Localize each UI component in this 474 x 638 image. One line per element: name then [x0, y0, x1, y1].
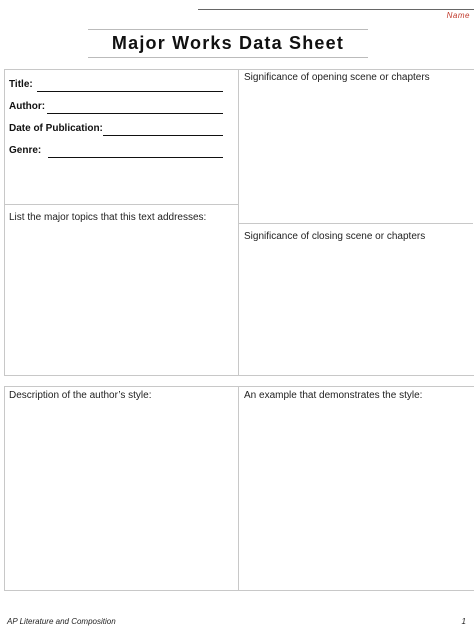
name-line[interactable] [198, 9, 474, 10]
genre-field-label: Genre: [9, 145, 42, 156]
title-field[interactable] [37, 91, 223, 92]
bottom-grid [4, 386, 474, 591]
opening-scene-prompt: Significance of opening scene or chapters [244, 72, 430, 83]
bottom-grid-divider [238, 386, 239, 590]
left-cell-divider [4, 204, 238, 205]
publication-date-field[interactable] [103, 135, 223, 136]
style-description-prompt: Description of the author’s style: [9, 390, 152, 401]
title-field-label: Title: [9, 79, 33, 90]
topics-prompt: List the major topics that this text addresses: [9, 212, 207, 223]
author-field[interactable] [47, 113, 223, 114]
publication-date-field-label: Date of Publication: [9, 123, 103, 134]
closing-scene-prompt: Significance of closing scene or chapters [244, 231, 426, 242]
style-example-prompt: An example that demonstrates the style: [244, 390, 423, 401]
title-rule-top [88, 29, 368, 30]
page-title: Major Works Data Sheet [111, 33, 345, 53]
name-label: Name [446, 11, 470, 20]
footer-page-number: 1 [461, 617, 466, 626]
genre-field[interactable] [48, 157, 223, 158]
title-rule-bottom [88, 57, 368, 58]
author-field-label: Author: [9, 101, 46, 112]
top-grid-divider [238, 69, 239, 375]
footer-course: AP Literature and Composition [7, 617, 116, 626]
right-cell-divider [238, 223, 473, 224]
